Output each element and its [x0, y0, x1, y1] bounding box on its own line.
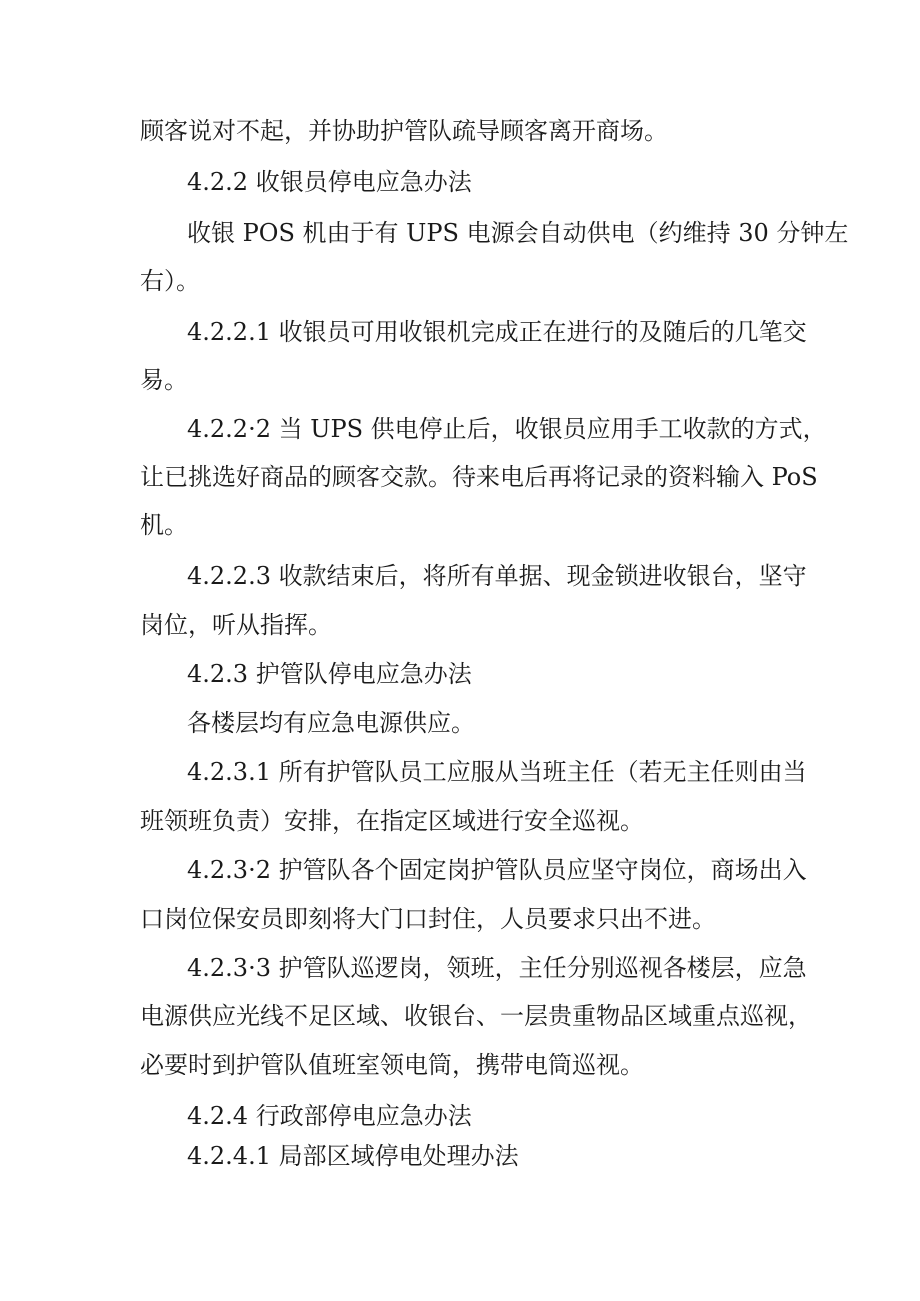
- paragraph-line: 让已挑选好商品的顾客交款。待来电后再将记录的资料输入 PoS: [140, 463, 818, 491]
- paragraph-line: 电源供应光线不足区域、收银台、一层贵重物品区域重点巡视，: [140, 1002, 812, 1030]
- paragraph-line: 收银 POS 机由于有 UPS 电源会自动供电（约维持 30 分钟左: [187, 219, 849, 247]
- paragraph-line: 4.2.3·3 护管队巡逻岗，领班，主任分别巡视各楼层，应急: [187, 954, 807, 982]
- paragraph-line: 4.2.2.3 收款结束后，将所有单据、现金锁进收银台，坚守: [187, 562, 807, 590]
- paragraph-line: 班领班负责）安排，在指定区域进行安全巡视。: [140, 807, 644, 835]
- paragraph-line: 岗位，听从指挥。: [140, 611, 332, 639]
- paragraph-line: 4.2.3.1 所有护管队员工应服从当班主任（若无主任则由当: [187, 758, 807, 786]
- subsection-heading-4-2-4-1: 4.2.4.1 局部区域停电处理办法: [187, 1142, 519, 1170]
- paragraph-line: 4.2.2.1 收银员可用收银机完成正在进行的及随后的几笔交: [187, 318, 807, 346]
- section-heading-4-2-3: 4.2.3 护管队停电应急办法: [187, 660, 472, 688]
- paragraph-line: 右）。: [140, 267, 200, 295]
- paragraph-line: 机。: [140, 511, 188, 539]
- paragraph-line: 必要时到护管队值班室领电筒，携带电筒巡视。: [140, 1051, 644, 1079]
- paragraph-line: 4.2.3·2 护管队各个固定岗护管队员应坚守岗位，商场出入: [187, 856, 807, 884]
- paragraph-line: 易。: [140, 366, 188, 394]
- paragraph-line: 口岗位保安员即刻将大门口封住，人员要求只出不进。: [140, 905, 716, 933]
- section-heading-4-2-4: 4.2.4 行政部停电应急办法: [187, 1102, 472, 1130]
- section-heading-4-2-2: 4.2.2 收银员停电应急办法: [187, 168, 472, 196]
- paragraph-line: 各楼层均有应急电源供应。: [187, 709, 475, 737]
- paragraph-line: 4.2.2·2 当 UPS 供电停止后，收银员应用手工收款的方式，: [187, 415, 827, 443]
- paragraph-continuation: 顾客说对不起，并协助护管队疏导顾客离开商场。: [140, 117, 668, 145]
